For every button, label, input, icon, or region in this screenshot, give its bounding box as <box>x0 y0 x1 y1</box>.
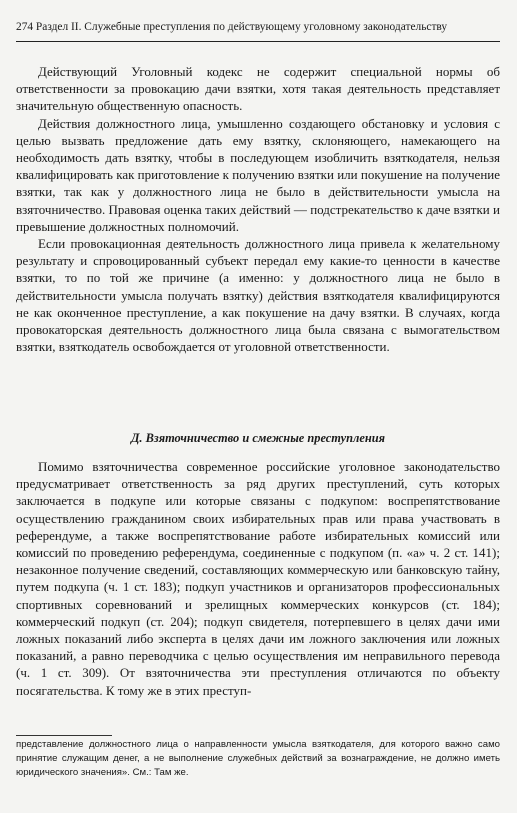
main-text <box>16 63 500 355</box>
header-rule <box>16 41 500 42</box>
paragraph: Действия должностного лица, умышленно создающего обстановку и условия с целью вызвать предложение дать ему взятку, склоняющего, намекающего на необходимость дать взятку, чтобы в последующем изобличить взяткодателя, нельзя квалифицировать как приготовление к получению взятки или покушение на получение взятки, так как у должностного лица не было в действительности умысла на взяточничество. Правовая оценка таких действий — подстрекательство к даче взятки и превышение должностных полномочий. <box>16 115 500 234</box>
paragraph: Если провокационная деятельность должностного лица привела к желательному результату и спровоцированный субъект передал ему какие-то ценности в качестве взятки, то по той же причине (а именно: у должностного лица не было в действительности умысла получать взятку) действия взяткодателя квалифицируются не как оконченное преступление, а как покушение на дачу взятки. В случаях, когда провокаторская деятельность должностного лица была связана с вымогательством взятки, взяткодатель освобождается от уголовной ответственности. <box>16 236 500 355</box>
section-text <box>16 458 500 699</box>
paragraph: Действующий Уголовный кодекс не содержит специальной нормы об ответственности за провокацию дачи взятки, хотя такая деятельность представляет значительную общественную опасность. <box>16 64 500 114</box>
paragraph: Помимо взяточничества современное российские уголовное законодательство предусматривает ответственность за ряд других преступлений, суть которых заключается в подкупе или которые связаны с подкупом: воспрепятствование осуществлению гражданином своих избирательных прав или права участвовать в референдуме, а также воспрепятствование работе избирательных комиссий или комиссий по проведению референдума, соединенные с подкупом (п. «а» ч. 2 ст. 141); незаконное получение сведений, составляющих коммерческую или банковскую тайну, путем подкупа (ч. 1 ст. 183); подкуп участников и организаторов профессиональных спортивных соревнований и зрелищных коммерческих конкурсов (ст. 184); коммерческий подкуп (ст. 204); подкуп свидетеля, потерпевшего в целях дачи ими ложных показаний либо эксперта в целях дачи им ложного заключения или ложных показаний, а равно переводчика с целью осуществления им неправильного перевода (ч. 1 ст. 309). От взяточничества эти преступления отличаются по объекту посягательства. К тому же в этих преступ- <box>16 459 500 698</box>
section-heading: Д. Взяточничество и смежные преступления <box>130 431 386 445</box>
running-header: 274 Раздел II. Служебные преступления по действующему уголовному законодательству <box>16 21 448 33</box>
footnote: представление должностного лица о направленности умысла взяткодателя, для которого важно само принятие служащим денег, а не выполнение служебных действий за вознаграждение, не должно иметь юридического значения». См.: Там же. <box>16 739 500 778</box>
footnote-rule <box>16 735 112 736</box>
